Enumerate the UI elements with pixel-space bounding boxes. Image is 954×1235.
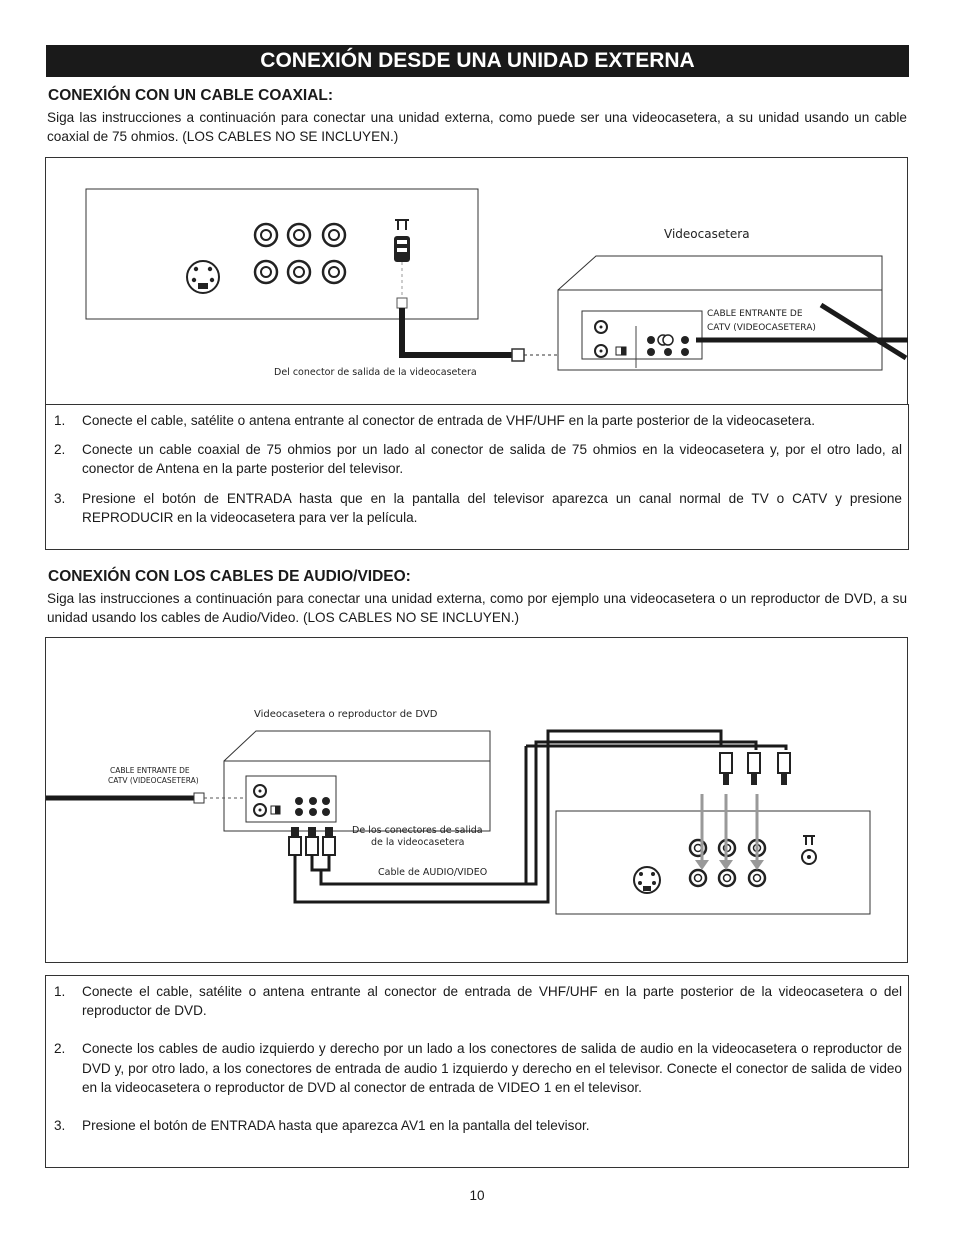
vcr-out-label-line1: De los conectores de salida bbox=[352, 825, 483, 836]
page-number: 10 bbox=[469, 1188, 485, 1203]
vcr-dvd-unit bbox=[224, 731, 490, 831]
vcr-dvd-label: Videocasetera o reproductor de DVD bbox=[254, 709, 438, 720]
coax-out-label: Del conector de salida de la videocasetera bbox=[274, 367, 477, 378]
section2-heading: CONEXIÓN CON LOS CABLES DE AUDIO/VIDEO: bbox=[48, 568, 411, 585]
av-cable-label: Cable de AUDIO/VIDEO bbox=[378, 867, 488, 878]
s-video-jack-icon bbox=[187, 261, 219, 293]
tv-back-panel bbox=[86, 189, 478, 319]
list-item: 3. Presione el botón de ENTRADA hasta que aparezca AV1 en la pantalla del televisor. bbox=[54, 1118, 590, 1134]
page-title: CONEXIÓN DESDE UNA UNIDAD EXTERNA bbox=[46, 45, 909, 77]
vcr-label: Videocasetera bbox=[664, 227, 750, 241]
av-diagram bbox=[45, 637, 908, 963]
section1-heading: CONEXIÓN CON UN CABLE COAXIAL: bbox=[48, 87, 334, 104]
vcr-out-label-line2: de la videocasetera bbox=[371, 837, 465, 848]
rca-plugs-tv bbox=[720, 753, 790, 785]
cable-in-label-line2: CATV (VIDEOCASETERA) bbox=[707, 323, 816, 333]
catv-label-line1: CABLE ENTRANTE DE bbox=[110, 766, 190, 775]
rca-plugs-vcr bbox=[289, 827, 335, 855]
section1-intro: Siga las instrucciones a continuación para conectar una unidad externa, como puede ser una videocasetera, a su unidad usando un cable coaxial de 75 ohmios. (LOS CABLES NO SE INCLUYEN.) bbox=[47, 110, 907, 144]
list-item: 2. Conecte un cable coaxial de 75 ohmios por un lado al conector de salida de 75 ohmios en la videocasetera y, por el otro lado, al conector de Antena en la parte posterior del televisor. bbox=[54, 442, 902, 477]
section2-intro: Siga las instrucciones a continuación para conectar una unidad externa, como por ejemplo una videocasetera o un reproductor de DVD, a su unidad usando los cables de Audio/Video. (LOS CABLES NO SE INCLUYEN.) bbox=[47, 591, 907, 625]
tv-back-panel-av bbox=[556, 811, 870, 914]
catv-label-line2: CATV (VIDEOCASETERA) bbox=[108, 776, 199, 785]
section2-steps bbox=[45, 975, 909, 1168]
coaxial-diagram bbox=[45, 157, 908, 405]
list-item: 2. Conecte los cables de audio izquierdo y derecho por un lado a los conectores de salida de audio en la videocasetera o reproductor de DVD y, por otro lado, a los conectores de entrada de audio 1 izquierdo y derecho en el televisor. Conecte el conector de salida de video en la videocasetera o reproductor de DVD al conector de entrada de VIDEO 1 en el televisor. bbox=[54, 1041, 902, 1095]
cable-in-label-line1: CABLE ENTRANTE DE bbox=[707, 309, 803, 319]
section1-steps bbox=[45, 404, 909, 550]
list-item: 1. Conecte el cable, satélite o antena entrante al conector de entrada de VHF/UHF en la parte posterior de la videocasetera. bbox=[54, 413, 815, 428]
list-item: 3. Presione el botón de ENTRADA hasta que en la pantalla del televisor aparezca un canal normal de TV o CATV y presione REPRODUCIR en la videocasetera para ver la película. bbox=[54, 490, 902, 525]
list-item: 1. Conecte el cable, satélite o antena entrante al conector de entrada de VHF/UHF en la parte posterior de la videocasetera o del reproductor de DVD. bbox=[54, 984, 902, 1019]
